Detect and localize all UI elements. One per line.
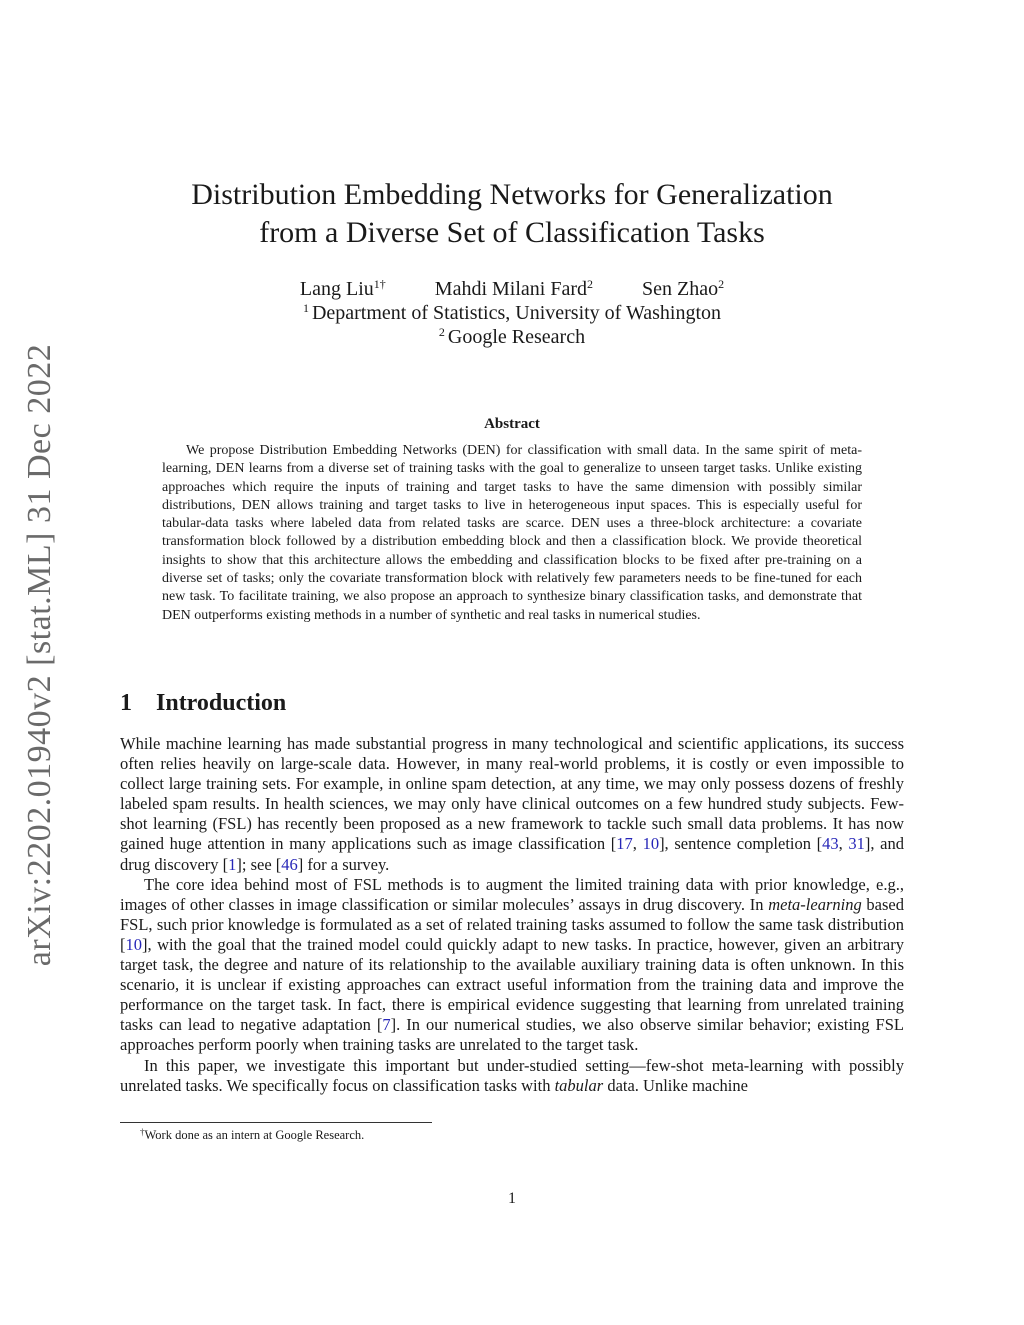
abstract-heading: Abstract: [484, 416, 540, 432]
footnote-divider: [120, 1122, 432, 1123]
introduction-body: [120, 734, 904, 1096]
citation-link[interactable]: 31: [848, 834, 865, 854]
affiliation-2: $^2$ Google Research: [438, 325, 586, 348]
paragraph: The core idea behind most of FSL methods is to augment the limited training data with prior knowledge, e.g., images of other classes in image classification or similar molecules’ assays in drug discovery. In meta-learning based FSL, such prior knowledge is formulated as a set of related training tasks assumed to follow the same task distribution [10], with the goal that the trained model could quickly adapt to new tasks. In practice, however, given an arbitrary target task, the degree and nature of its relationship to the available auxiliary training data is often unknown. In this scenario, it is unclear if existing approaches can extract useful information from the training data and improve the performance on the target task. In fact, there is empirical evidence suggesting that learning from unrelated training tasks can lead to negative adaptation [7]. In our numerical studies, we also observe similar behavior; existing FSL approaches perform poorly when training tasks are unrelated to the target task.: [120, 874, 904, 1055]
author: Lang Liu$^{1\dagger}$: [299, 277, 386, 300]
citation-link[interactable]: 7: [382, 1015, 391, 1035]
citation-link[interactable]: 46: [281, 854, 298, 874]
abstract-text: We propose Distribution Embedding Networks (DEN) for classification with small data. In the same spirit of meta-learning, DEN learns from a diverse set of training tasks with the goal to generalize to unseen target tasks. Unlike existing approaches which require the inputs of training and target tasks to have the same dimension with possibly similar distributions, DEN allows training and target tasks to live in heterogeneous input spaces. This is especially useful for tabular-data tasks where labeled data from related tasks are scarce. DEN uses a three-block architecture: a covariate transformation block followed by a distribution embedding block and then a classification block. We provide theoretical insights to show that this architecture allows the embedding and classification blocks to be fixed after pre-training on a diverse set of tasks; only the covariate transformation block with relatively few parameters needs to be fine-tuned for each new task. To facilitate training, we also propose an approach to synthesize binary classification tasks, and demonstrate that DEN outperforms existing methods in a number of synthetic and real tasks in numerical studies.: [162, 443, 862, 623]
affiliation-1: $^1$ Department of Statistics, University of Washington: [302, 301, 722, 324]
paper-title-line-1: Distribution Embedding Networks for Generalization: [191, 178, 833, 211]
paragraph: In this paper, we investigate this important but under-studied setting—few-shot meta-learning with possibly unrelated tasks. We specifically focus on classification tasks with tabular data. Unlike machine: [120, 1055, 904, 1095]
citation-link[interactable]: 10: [125, 934, 142, 954]
paper-title: [150, 176, 874, 252]
author: Mahdi Milani Fard$^2$: [434, 277, 593, 300]
paper-title-line-2: from a Diverse Set of Classification Tasks: [259, 216, 765, 249]
page-number: 1: [508, 1190, 516, 1207]
paragraph: While machine learning has made substantial progress in many technological and scientific applications, its success often relies heavily on large-scale data. However, in many real-world problems, it is costly or even impossible to collect large training sets. For example, in online spam detection, at any time, we may only possess dozens of freshly labeled spam results. In health sciences, we may only have clinical outcomes on a few hundred study subjects. Few-shot learning (FSL) has recently been proposed as a new framework to tackle such small data problems. It has now gained huge attention in many applications such as image classification [17, 10], sentence completion [43, 31], and drug discovery [1]; see [46] for a survey.: [120, 734, 905, 874]
citation-link[interactable]: 43: [822, 834, 839, 854]
citation-link[interactable]: 10: [642, 834, 660, 854]
citation-link[interactable]: 1: [228, 854, 237, 874]
arxiv-identifier: [14, 343, 66, 967]
arxiv-identifier-text: arXiv:2202.01940v2 [stat.ML] 31 Dec 2022: [21, 343, 58, 967]
section-number: 1: [120, 690, 132, 716]
section-heading: [120, 690, 286, 717]
footnote: †Work done as an intern at Google Research.: [140, 1127, 365, 1142]
citation-link[interactable]: 17: [616, 834, 633, 854]
section-title: Introduction: [156, 690, 287, 716]
author: Sen Zhao$^2$: [642, 277, 725, 300]
